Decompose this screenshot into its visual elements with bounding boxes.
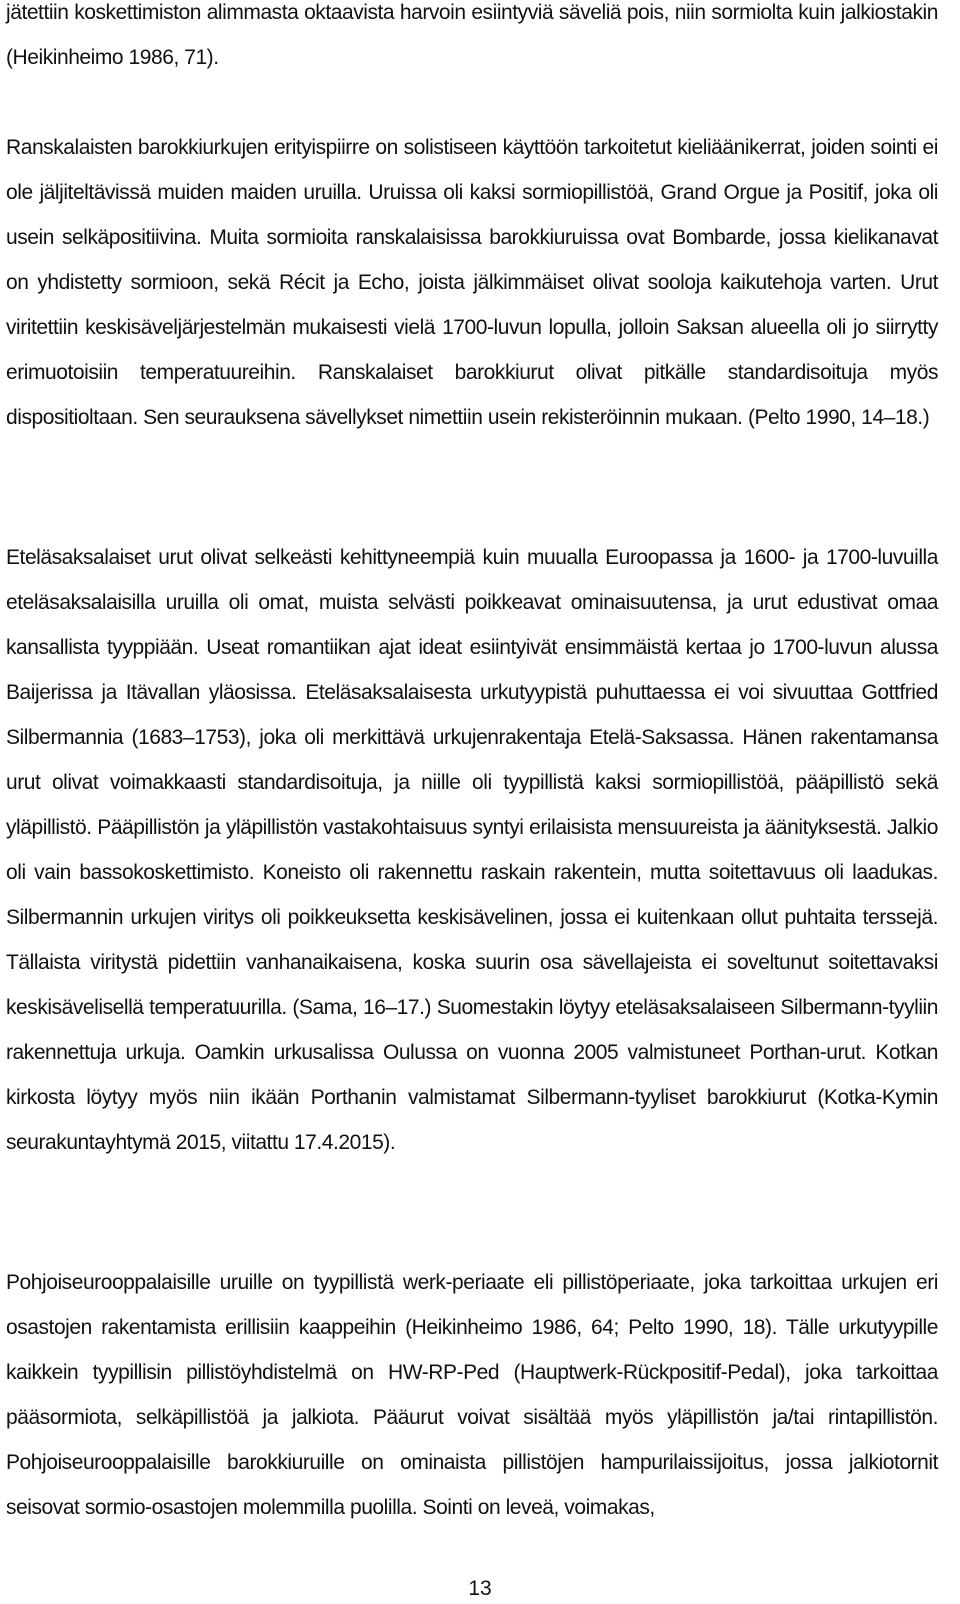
paragraph-french-baroque-organs: Ranskalaisten barokkiurkujen erityispiirre on solistiseen käyttöön tarkoitetut kieliäänikerrat, joiden sointi ei ole jäljiteltävissä muiden maiden uruilla. Uruissa oli kaksi sormiopillistöä, Grand Orgue ja Positif, joka oli usein selkäpositiivina. Muita sormioita ranskalaisissa barokkiuruissa ovat Bombarde, jossa kielikanavat on yhdistetty sormioon, sekä Récit ja Echo, joista jälkimmäiset olivat sooloja kaikutehoja varten. Urut viritettiin keskisäveljärjestelmän mukaisesti vielä 1700-luvun lopulla, jolloin Saksan alueella oli jo siirrytty erimuotoisiin temperatuureihin. Ranskalaiset barokkiurut olivat pitkälle standardisoituja myös dispositioltaan. Sen seurauksena sävellykset nimettiin usein rekisteröinnin mukaan. (Pelto 1990, 14–18.)	[6, 136, 938, 429]
page-number: 13	[468, 1577, 492, 1600]
paragraph-continued: jätettiin koskettimiston alimmasta oktaavista harvoin esiintyviä säveliä pois, niin sormiolta kuin jalkiostakin (Heikinheimo 1986, 71).	[6, 1, 938, 69]
paragraph-north-european-organs: Pohjoiseurooppalaisille uruille on tyypillistä werk-periaate eli pillistöperiaate, joka tarkoittaa urkujen eri osastojen rakentamista erillisiin kaappeihin (Heikinheimo 1986, 64; Pelto 1990, 18). Tälle urkutyypille kaikkein tyypillisin pillistöyhdistelmä on HW-RP-Ped (Hauptwerk-Rückpositif-Pedal), joka tarkoittaa pääsormiota, selkäpillistöä ja jalkiota. Pääurut voivat sisältää myös yläpillistön ja/tai rintapillistön. Pohjoiseurooppalaisille barokkiuruille on ominaista pillistöjen hampurilaissijoitus, jossa jalkiotornit seisovat sormio-osastojen molemmilla puolilla. Sointi on leveä, voimakas,	[6, 1271, 938, 1519]
paragraph-south-german-organs: Eteläsaksalaiset urut olivat selkeästi kehittyneempiä kuin muualla Euroopassa ja 1600- ja 1700-luvuilla eteläsaksalaisilla uruilla oli omat, muista selvästi poikkeavat ominaisuutensa, ja urut edustivat omaa kansallista tyyppiään. Useat romantiikan ajat ideat esiintyivät ensimmäistä kertaa jo 1700-luvun alussa Baijerissa ja Itävallan yläosissa. Eteläsaksalaisesta urkutyypistä puhuttaessa ei voi sivuuttaa Gottfried Silbermannia (1683–1753), joka oli merkittävä urkujenrakentaja Etelä-Saksassa. Hänen rakentamansa urut olivat voimakkaasti standardisoituja, ja niille oli tyypillistä kaksi sormiopillistöä, pääpillistö sekä yläpillistö. Pääpillistön ja yläpillistön vastakohtaisuus syntyi erilaisista mensuureista ja äänityksestä. Jalkio oli vain bassokoskettimisto. Koneisto oli rakennettu raskain rakentein, mutta soitettavuus oli laadukas. Silbermannin urkujen viritys oli poikkeuksetta keskisävelinen, jossa ei kuitenkaan ollut puhtaita terssejä. Tällaista viritystä pidettiin vanhanaikaisena, koska suurin osa sävellajeista ei soveltunut soitettavaksi keskisävelisellä temperatuurilla. (Sama, 16–17.) Suomestakin löytyy eteläsaksalaiseen Silbermann-tyyliin rakennettuja urkuja. Oamkin urkusalissa Oulussa on vuonna 2005 valmistuneet Porthan-urut. Kotkan kirkosta löytyy myös niin ikään Porthanin valmistamat Silbermann-tyyliset barokkiurut (Kotka-Kymin seurakuntayhtymä 2015, viitattu 17.4.2015).	[6, 546, 938, 1154]
